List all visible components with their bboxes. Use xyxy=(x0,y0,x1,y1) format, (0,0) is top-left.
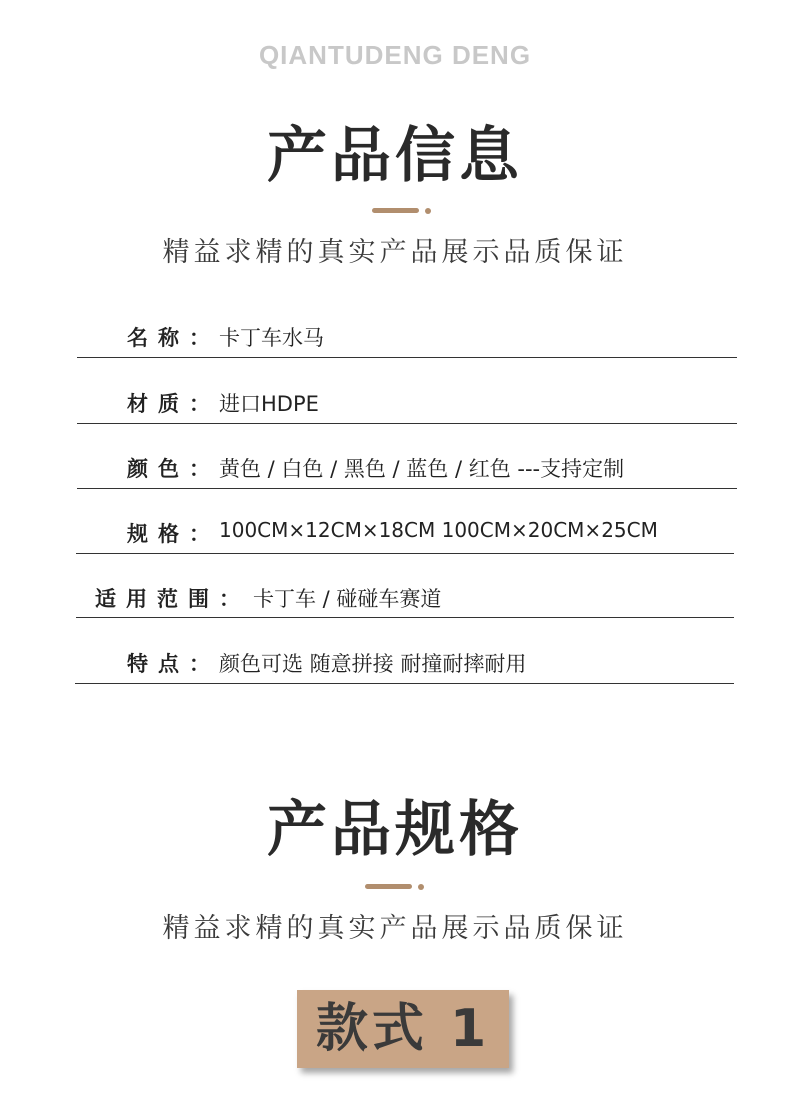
spec-value-scope: 卡丁车 / 碰碰车赛道 xyxy=(253,587,442,611)
row-divider xyxy=(77,357,737,358)
spec-row-features xyxy=(75,648,735,714)
section-subtitle-product-spec: 精益求精的真实产品展示品质保证 xyxy=(162,913,628,944)
row-divider xyxy=(77,423,737,424)
row-divider xyxy=(76,617,734,618)
spec-label-features: 特点： xyxy=(127,652,220,676)
divider-bar xyxy=(365,884,412,889)
spec-row-scope xyxy=(76,583,736,649)
spec-value-size: 100CM×12CM×18CM 100CM×20CM×25CM xyxy=(219,518,658,542)
divider-bar xyxy=(372,208,419,213)
row-divider xyxy=(77,488,737,489)
spec-label-material: 材质： xyxy=(127,392,220,416)
title-divider xyxy=(0,207,790,215)
spec-row-size xyxy=(76,518,790,584)
section-title-product-info: 产品信息 xyxy=(267,121,523,191)
style-badge-label: 款式 1 xyxy=(315,999,491,1059)
spec-value-name: 卡丁车水马 xyxy=(219,326,324,350)
row-divider xyxy=(75,683,734,684)
brand-name: QIANTUDENG DENG xyxy=(258,40,532,70)
divider-dot xyxy=(425,208,431,214)
row-divider xyxy=(76,553,734,554)
spec-label-name: 名称： xyxy=(127,326,220,350)
spec-value-material: 进口HDPE xyxy=(219,392,319,416)
style-badge xyxy=(297,990,509,1068)
section-title-product-spec: 产品规格 xyxy=(267,795,523,865)
spec-row-name xyxy=(77,322,737,388)
divider-dot xyxy=(418,884,424,890)
spec-label-scope: 适用范围： xyxy=(95,587,250,611)
spec-row-material xyxy=(77,388,737,454)
spec-value-color: 黄色 / 白色 / 黑色 / 蓝色 / 红色 ---支持定制 xyxy=(219,457,625,481)
spec-label-color: 颜色： xyxy=(127,457,220,481)
spec-value-features: 颜色可选 随意拼接 耐撞耐摔耐用 xyxy=(219,652,527,676)
spec-label-size: 规格： xyxy=(127,522,220,546)
section-subtitle-product-info: 精益求精的真实产品展示品质保证 xyxy=(162,237,628,268)
spec-row-color xyxy=(77,453,737,519)
title-divider xyxy=(0,883,790,891)
